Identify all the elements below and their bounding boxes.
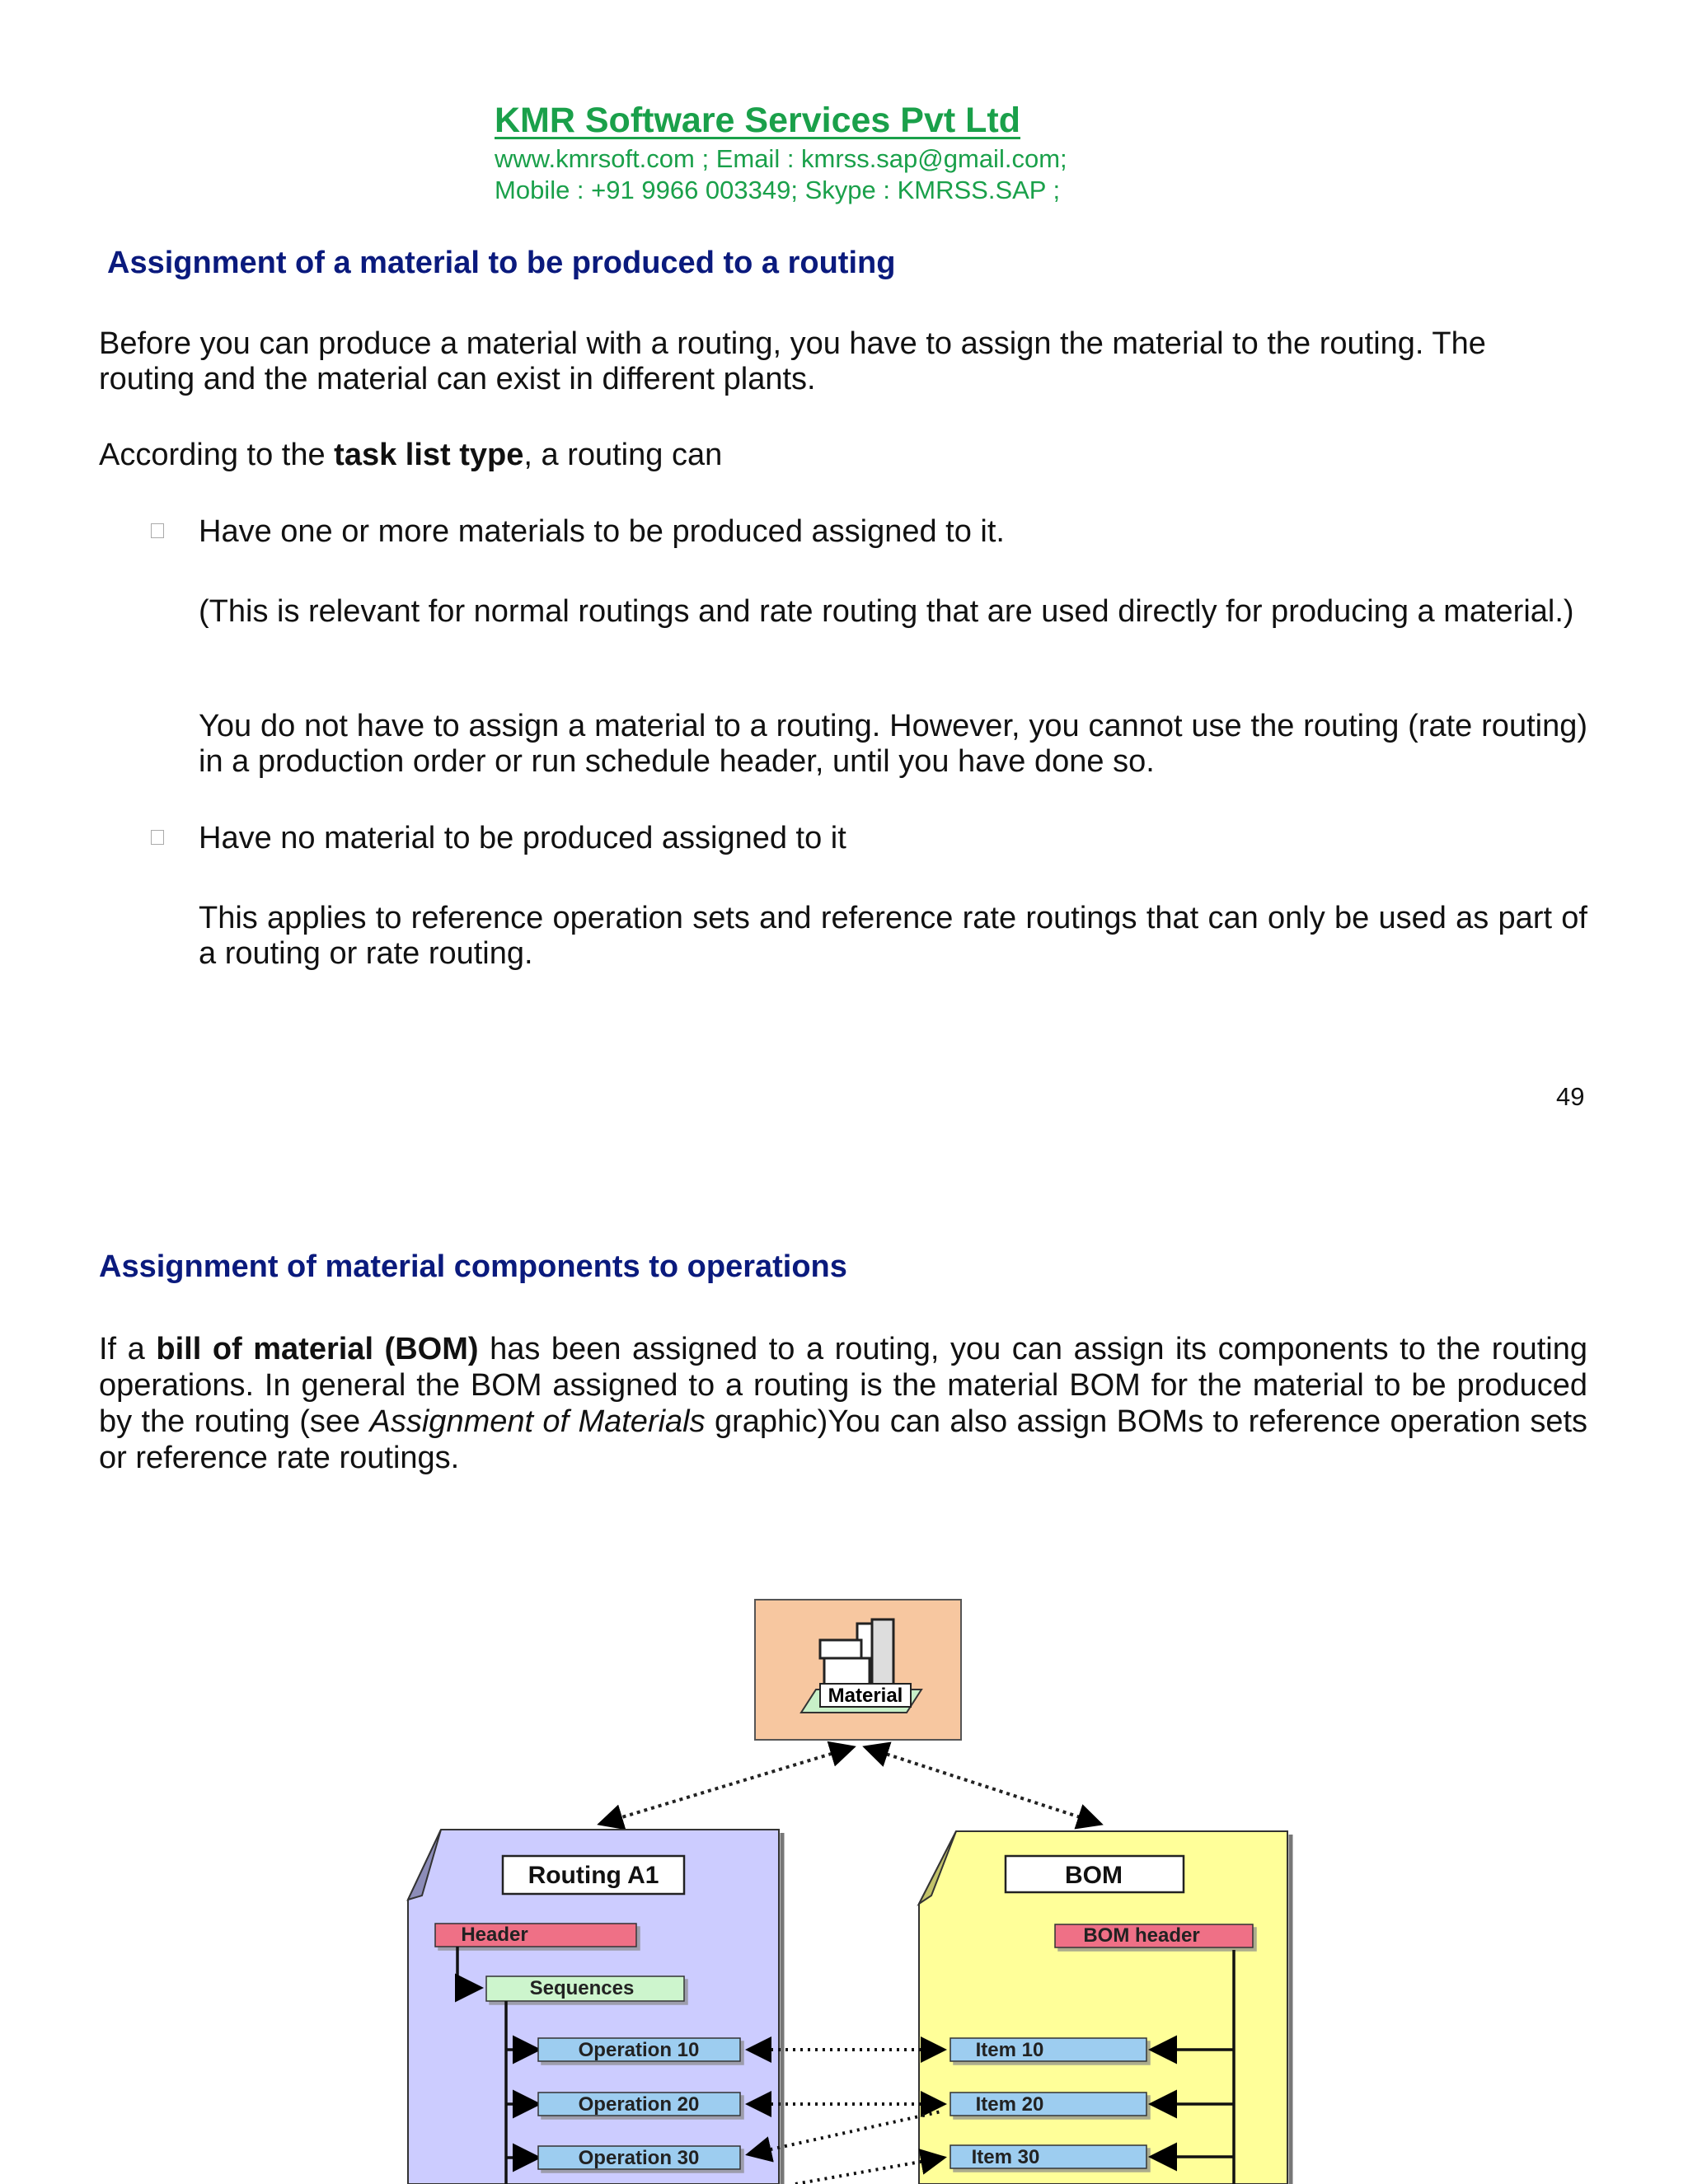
bullet-1-text: Have one or more materials to be produced assigned to it. — [199, 514, 1005, 549]
material-connectors — [600, 1747, 1100, 1824]
graphic-reference: Assignment of Materials — [369, 1404, 706, 1439]
bullet-1-note-2: You do not have to assign a material to a routing. However, you cannot use the routing (rate routing) in a production order or run schedule header, until you have done so. — [199, 709, 1587, 779]
routing-title: Routing A1 — [528, 1862, 659, 1889]
operation-20-label: Operation 20 — [578, 2093, 700, 2116]
contact-line-web-email: www.kmrsoft.com ; Email : kmrss.sap@gmail.com; — [495, 144, 1067, 173]
routing-sheet — [408, 1830, 782, 2184]
routing-header-label: Header — [461, 1924, 528, 1946]
bom-para-end: graphic)You can also assign BOMs to reference operation sets or reference rate routings. — [99, 1404, 1588, 1475]
bom-title: BOM — [1065, 1862, 1123, 1889]
material-node — [755, 1600, 961, 1740]
according-text: According to the — [99, 438, 335, 472]
bullet-1-note-1: (This is relevant for normal routings and rate routing that are used directly for producing a material.) — [199, 594, 1574, 629]
intro-line-2: routing and the material can exist in different plants. — [99, 362, 816, 396]
bullet-2-text: Have no material to be produced assigned to it — [199, 821, 846, 855]
according-tail: , a routing can — [523, 438, 723, 472]
bom-sheet — [919, 1831, 1291, 2184]
task-list-type-term: task list type — [334, 438, 524, 472]
bom-para-start: If a — [99, 1332, 157, 1366]
bom-header-label: BOM header — [1083, 1924, 1200, 1947]
section1-heading: Assignment of a material to be produced to a routing — [107, 246, 896, 280]
operation-10-label: Operation 10 — [578, 2039, 700, 2061]
bullet-2-note: This applies to reference operation sets and reference rate routings that can only be used as part of a routing or rate routing. — [199, 901, 1587, 971]
contact-line-mobile-skype: Mobile : +91 9966 003349; Skype : KMRSS.SAP ; — [495, 176, 1061, 204]
section2-heading: Assignment of material components to operations — [99, 1249, 847, 1284]
bom-term: bill of material (BOM) — [156, 1332, 479, 1366]
page-number: 49 — [1556, 1082, 1585, 1111]
item-30-label: Item 30 — [971, 2146, 1040, 2168]
intro-line-1: Before you can produce a material with a routing, you have to assign the material to the routing. The — [99, 326, 1486, 361]
bom-para-middle: has been assigned to a routing, you can assign its components to the routing operations. In general the BOM assigned to a routing is the material BOM for the material to be produced by the routing (see — [99, 1332, 1587, 1439]
material-label: Material — [828, 1685, 903, 1707]
item-10-label: Item 10 — [975, 2039, 1044, 2061]
operation-30-label: Operation 30 — [578, 2147, 700, 2169]
sequences-label: Sequences — [529, 1977, 635, 1999]
item-20-label: Item 20 — [975, 2093, 1044, 2116]
company-name[interactable]: KMR Software Services Pvt Ltd — [495, 101, 1021, 140]
